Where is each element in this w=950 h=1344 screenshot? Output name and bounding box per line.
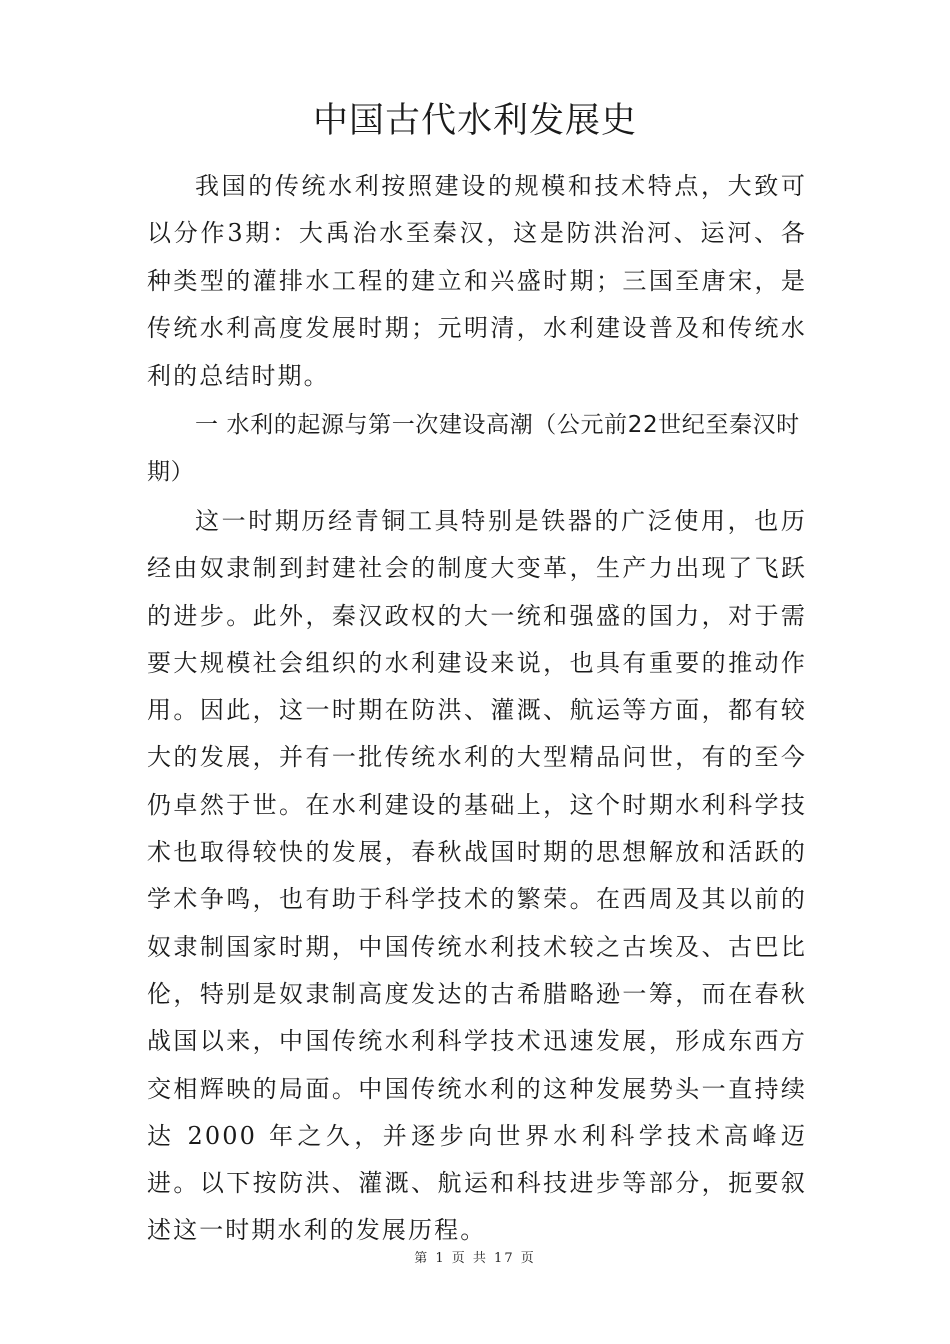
page-number-footer: 第 1 页 共 17 页 (414, 1251, 536, 1266)
section-heading: 一 水利的起源与第一次建设高潮（公元前22世纪至秦汉时期） (147, 412, 800, 485)
document-title: 中国古代水利发展史 (312, 101, 637, 141)
intro-paragraph: 我国的传统水利按照建设的规模和技术特点，大致可以分作3期：大禹治水至秦汉，这是防洪治河、运河、各种类型的灌排水工程的建立和兴盛时期；三国至唐宋，是传统水利高度发展时期；元明清，水利建设普及和传统水利的总结时期。 (147, 172, 807, 390)
section-paragraph: 这一时期历经青铜工具特别是铁器的广泛使用，也历经由奴隶制到封建社会的制度大变革，生产力出现了飞跃的进步。此外，秦汉政权的大一统和强盛的国力，对于需要大规模社会组织的水利建设来说，也具有重要的推动作用。因此，这一时期在防洪、灌溉、航运等方面，都有较大的发展，并有一批传统水利的大型精品问世，有的至今仍卓然于世。在水利建设的基础上，这个时期水利科学技术也取得较快的发展，春秋战国时期的思想解放和活跃的学术争鸣，也有助于科学技术的繁荣。在西周及其以前的奴隶制国家时期，中国传统水利技术较之古埃及、古巴比伦，特别是奴隶制高度发达的古希腊略逊一筹，而在春秋战国以来，中国传统水利科学技术迅速发展，形成东西方交相辉映的局面。中国传统水利的这种发展势头一直持续达 2000 年之久，并逐步向世界水利科学技术高峰迈进。以下按防洪、灌溉、航运和科技进步等部分，扼要叙述这一时期水利的发展历程。 (147, 507, 807, 1245)
